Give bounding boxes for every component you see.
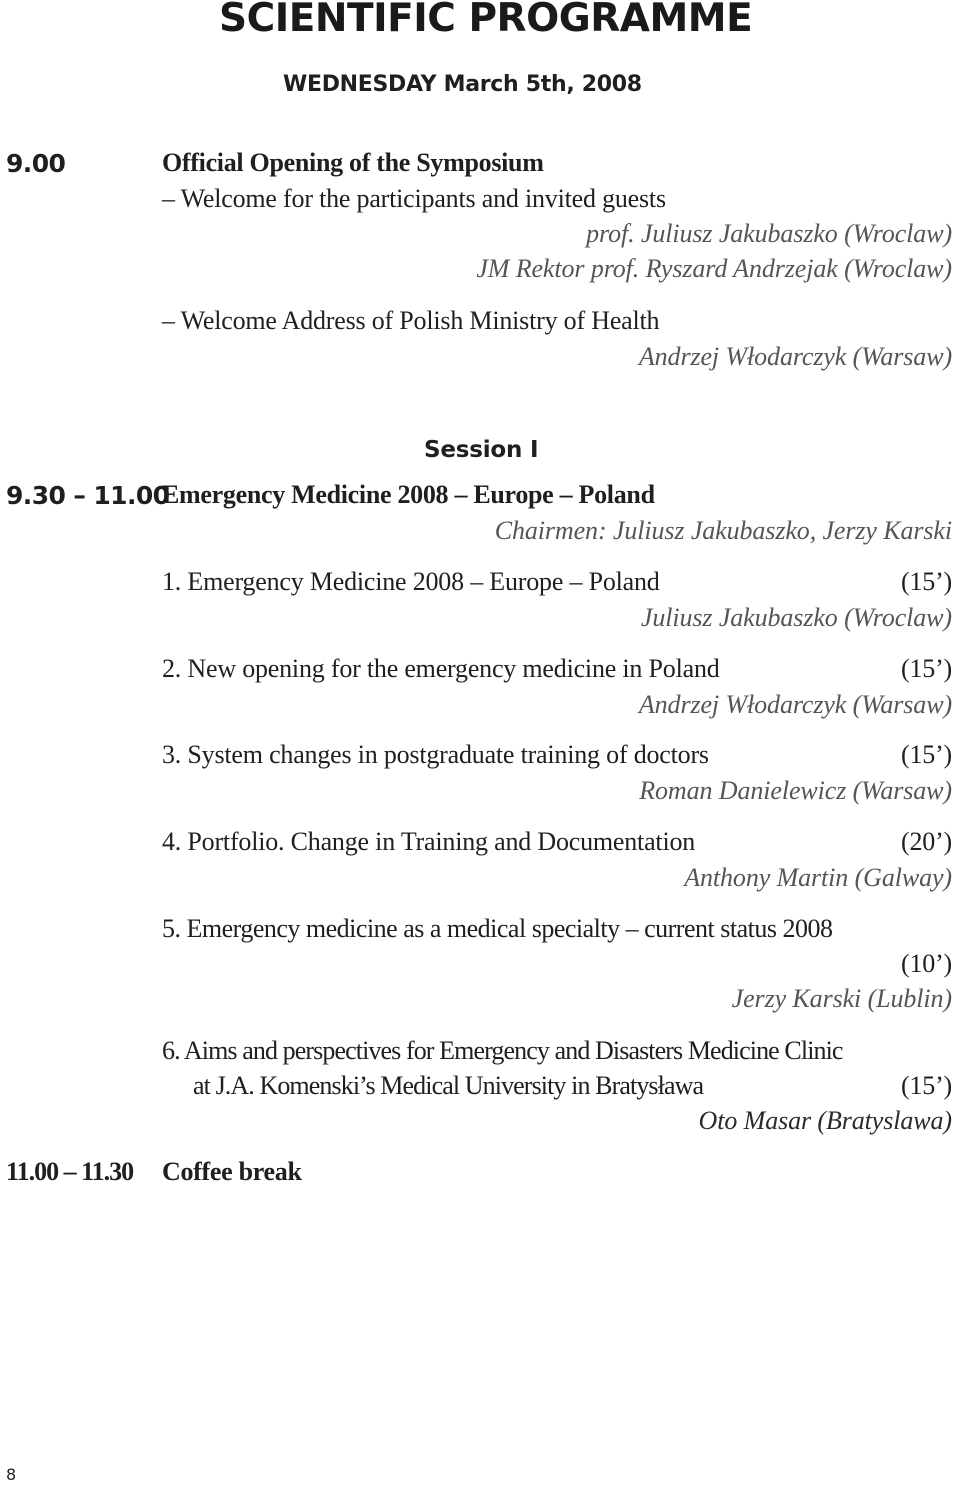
talk-4-speaker: Anthony Martin (Galway) [684,863,952,892]
session-label: Session I [424,437,539,463]
opening-welcome: – Welcome for the participants and invited guests [162,184,666,213]
programme-date: WEDNESDAY March 5th, 2008 [283,72,642,97]
page-number: 8 [6,1465,17,1484]
address-speaker: Andrzej Włodarczyk (Warsaw) [638,342,952,371]
talk-3-title: 3. System changes in postgraduate training of doctors [162,740,709,769]
talk-2-title: 2. New opening for the emergency medicine in Poland [162,654,720,683]
talk-6-title: 6. Aims and perspectives for Emergency and Disasters Medicine Clinic [162,1036,843,1065]
talk-6-duration: (15’) [901,1071,952,1100]
talk-1-title: 1. Emergency Medicine 2008 – Europe – Poland [162,567,660,596]
opening-address: – Welcome Address of Polish Ministry of Health [162,306,660,335]
opening-title: Official Opening of the Symposium [162,148,544,177]
talk-1-duration: (15’) [901,567,952,596]
talk-3-duration: (15’) [901,740,952,769]
talk-4-duration: (20’) [901,827,952,856]
break-time: 11.00 – 11.30 [6,1157,134,1186]
talk-2-speaker: Andrzej Włodarczyk (Warsaw) [638,690,952,719]
break-label: Coffee break [162,1157,302,1186]
welcome-speaker-2: JM Rektor prof. Ryszard Andrzejak (Wroclaw) [476,254,952,283]
talk-6-title-continued: at J.A. Komenski’s Medical University in Bratysława [193,1071,704,1100]
welcome-speaker-1: prof. Juliusz Jakubaszko (Wroclaw) [586,219,952,248]
session-title: Emergency Medicine 2008 – Europe – Poland [162,480,655,509]
session-chairmen: Chairmen: Juliusz Jakubaszko, Jerzy Karski [494,516,952,545]
session-time: 9.30 – 11.00 [6,481,170,510]
page-title: SCIENTIFIC PROGRAMME [219,0,753,41]
opening-time: 9.00 [6,149,66,178]
talk-2-duration: (15’) [901,654,952,683]
talk-5-title: 5. Emergency medicine as a medical specialty – current status 2008 [162,914,833,943]
talk-4-title: 4. Portfolio. Change in Training and Documentation [162,827,696,856]
talk-5-duration: (10’) [901,949,952,978]
talk-5-speaker: Jerzy Karski (Lublin) [731,984,952,1013]
talk-6-speaker: Oto Masar (Bratyslawa) [698,1106,952,1135]
talk-1-speaker: Juliusz Jakubaszko (Wroclaw) [640,603,952,632]
talk-3-speaker: Roman Danielewicz (Warsaw) [639,776,952,805]
